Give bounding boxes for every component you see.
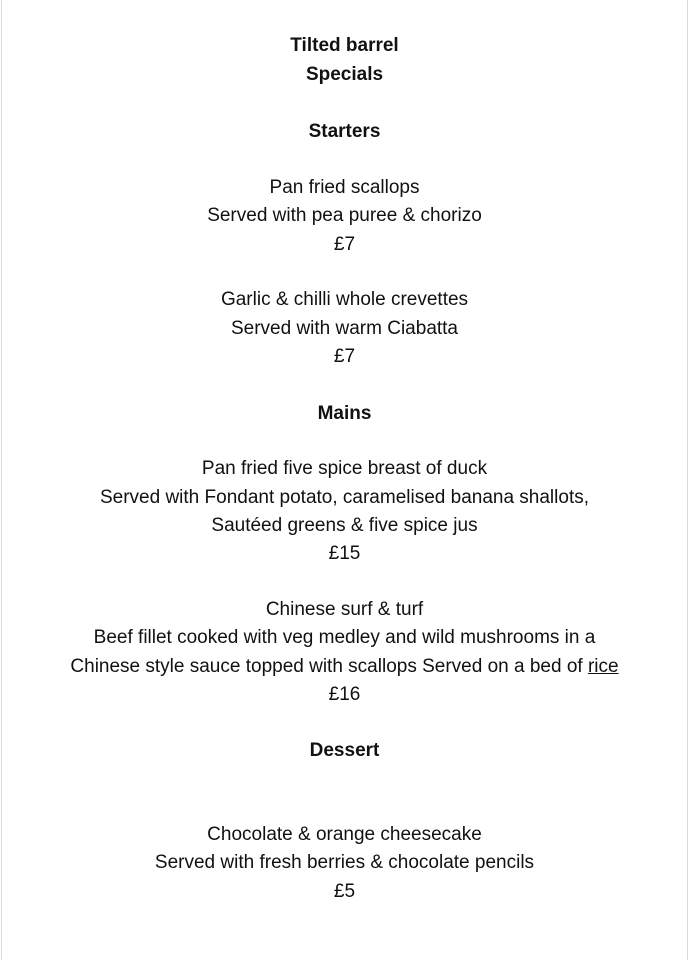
section-heading-starters: Starters <box>308 121 381 142</box>
item-name-duck: Pan fried five spice breast of duck <box>201 458 488 479</box>
item-description-duck-line-1: Served with Fondant potato, caramelised banana shallots, <box>99 487 590 508</box>
item-name-scallops: Pan fried scallops <box>269 177 420 198</box>
item-description-duck-line-2: Sautéed greens & five spice jus <box>211 515 478 536</box>
item-price-cheesecake: £5 <box>333 881 356 902</box>
section-heading-mains: Mains <box>317 403 372 424</box>
section-heading-dessert: Dessert <box>309 740 380 761</box>
item-description-crevettes: Served with warm Ciabatta <box>230 318 459 339</box>
item-description-surf-and-turf-line-1: Beef fillet cooked with veg medley and wild mushrooms in a <box>93 627 596 648</box>
item-description-surf-and-turf-line-2 <box>2 655 687 679</box>
menu-page <box>1 0 688 960</box>
item-price-scallops: £7 <box>333 234 356 255</box>
item-price-surf-and-turf: £16 <box>328 684 361 705</box>
underlined-word-rice: rice <box>587 656 619 677</box>
item-price-duck: £15 <box>328 543 361 564</box>
item-description-cheesecake: Served with fresh berries & chocolate pencils <box>154 852 535 873</box>
menu-subtitle: Specials <box>305 64 384 85</box>
surf-and-turf-line-2-text: Chinese style sauce topped with scallops Served on a bed of <box>70 656 588 677</box>
item-price-crevettes: £7 <box>333 346 356 367</box>
menu-title: Tilted barrel <box>290 35 399 56</box>
item-name-cheesecake: Chocolate & orange cheesecake <box>207 824 482 845</box>
item-name-surf-and-turf: Chinese surf & turf <box>265 599 424 620</box>
item-name-crevettes: Garlic & chilli whole crevettes <box>220 289 469 310</box>
item-description-scallops: Served with pea puree & chorizo <box>207 205 482 226</box>
